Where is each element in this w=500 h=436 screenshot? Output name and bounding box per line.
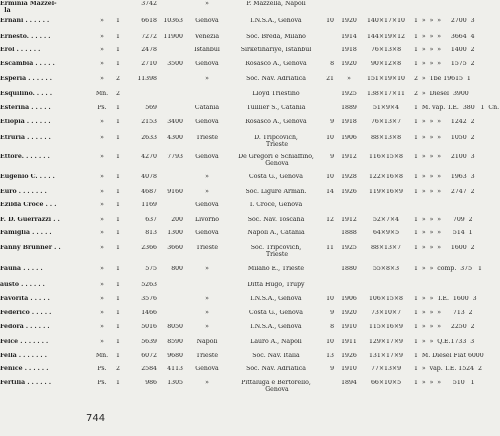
cell-dims: 116×15×8 [369,154,403,160]
cell-n1: 1 [116,47,120,53]
cell-dims: 140×17×10 [367,18,405,24]
cell-name: Favorita . . . . . [0,296,50,302]
cell-name: Ernesto. . . . . . [0,34,51,40]
cell-owner: Soc. Nav. Adriatica [246,76,306,82]
table-row [0,245,500,260]
cell-dims: 76×13×8 [370,47,402,53]
cell-year: 1920 [341,61,357,67]
cell-engine: 1 » » » 1242 2 [414,119,475,125]
cell-flag: » [100,135,104,141]
cell-owner: Tuillier S., Catania [246,105,306,111]
cell-t1: 2478 [141,47,157,53]
cell-name: Euro . . . . . . . [0,189,47,195]
cell-t2: 8590 [167,339,183,345]
table-row [0,339,500,354]
cell-owner: Costa G., Genova [249,310,303,316]
table-row [0,119,500,134]
cell-year: 1888 [341,230,357,236]
cell-engine: 1 » » » 2700 3 [414,18,475,24]
cell-t1: 6072 [141,353,157,359]
cell-engine: 1 » » » 1600 2 [414,245,475,251]
cell-port: Trieste [195,245,219,251]
cell-dims: 119×16×9 [369,189,403,195]
cell-n1: 2 [116,366,120,372]
cell-t2: 200 [171,217,183,223]
cell-port: Trieste [195,353,219,359]
cell-year: » [347,76,351,82]
cell-engine: 1 » » » 514 1 [414,230,473,236]
table-row [0,310,500,325]
cell-flag: Ps. [97,105,107,111]
table-row [0,135,500,150]
table-row [0,266,500,281]
cell-t2: 4113 [167,366,183,372]
cell-name: Fella . . . . . . . [0,353,47,359]
cell-t1: 575 [145,266,157,272]
cell-t1: 5639 [141,339,157,345]
cell-engine: 1 » » » 1400 2 [414,47,475,53]
table-row [0,324,500,339]
cell-engine: 1 » » T.E. 1600 3 [414,296,477,302]
cell-t1: 986 [145,380,157,386]
cell-num: 9 [330,310,334,316]
cell-n1: 1 [116,61,120,67]
cell-t1: 813 [145,230,157,236]
cell-owner: Lauro A., Napoli [250,339,302,345]
cell-n1: 1 [116,202,120,208]
cell-n1: 1 [116,245,120,251]
cell-t1: 3742 [141,1,157,7]
cell-engine: 1 » » » 2250 2 [414,324,475,330]
cell-engine: 1 » » » 709 2 [414,217,473,223]
table-row [0,366,500,381]
cell-name: Esterina . . . . . [0,105,51,111]
cell-flag: Mn. [95,353,109,359]
cell-n1: 1 [116,380,120,386]
cell-dims: 52×7×4 [372,217,400,223]
cell-n1: 1 [116,18,120,24]
cell-dims: 115×16×9 [369,324,403,330]
cell-flag: » [100,310,104,316]
cell-name: Ezilda Croce . . . [0,202,57,208]
table-row [0,105,500,120]
cell-year: 1910 [341,324,357,330]
cell-t1: 2366 [141,245,157,251]
cell-port: Genova [195,61,219,67]
cell-name: Federico . . . . . [0,310,52,316]
cell-port: Livorno [195,217,219,223]
cell-owner: Napoli A., Catania [247,230,305,236]
cell-t2: 3660 [167,245,183,251]
cell-t2: 9680 [167,353,183,359]
cell-n1: 1 [116,310,120,316]
cell-t1: 1466 [141,310,157,316]
cell-name: Erminia Mazzel- la [0,1,57,14]
cell-dims: 138×17×11 [367,91,405,97]
page-number: 744 [86,413,106,424]
cell-n1: 1 [116,174,120,180]
cell-flag: » [100,119,104,125]
cell-engine: 1 » » comp. 375 1 [414,266,482,272]
cell-year: 1914 [341,34,357,40]
cell-t1: 2584 [141,366,157,372]
cell-t1: 4687 [141,189,157,195]
cell-t2: 7793 [167,154,183,160]
cell-name: Erol . . . . . . [0,47,41,53]
cell-owner: I. Croce, Genova [249,202,303,208]
cell-engine: 1 » » » 2747 2 [414,189,475,195]
cell-dims: 51×9×4 [372,105,400,111]
cell-year: 1920 [341,18,357,24]
cell-name: Etiopia . . . . . . [0,119,51,125]
cell-dims: 144×19×12 [367,34,405,40]
cell-year: 1911 [341,339,357,345]
cell-num: 12 [326,217,334,223]
cell-engine: 2 » Diesel 3900 [414,91,469,97]
cell-name: Eugenio C. . . . . [0,174,55,180]
cell-flag: » [100,296,104,302]
cell-owner: Soc. Ligure Arman. [245,189,307,195]
cell-engine: 1 » » » 713 2 [414,310,473,316]
cell-dims: 64×9×5 [372,230,400,236]
cell-t1: 5263 [141,282,157,288]
cell-engine: 1 » vap. T.E. 1524 2 [414,366,482,372]
cell-port: Trieste [195,135,219,141]
cell-port: Napoli [196,339,218,345]
cell-year: 1889 [341,105,357,111]
cell-flag: » [100,266,104,272]
cell-owner: Ditta Hugo, Trupy [247,282,305,288]
cell-flag: » [100,174,104,180]
cell-owner: Soc. Nav. Toscana [247,217,305,223]
cell-t1: 569 [145,105,157,111]
cell-dims: 106×15×8 [369,296,403,302]
cell-engine: 1 » » » 3664 4 [414,34,475,40]
cell-owner: Soc. Breda, Milano [246,34,306,40]
cell-engine: 1 M. Diesel Fiat 6000 [414,353,484,359]
cell-port: Catania [194,105,220,111]
cell-year: 1925 [341,245,357,251]
cell-year: 1920 [341,310,357,316]
cell-year: 1894 [341,380,357,386]
cell-port: Genova [195,154,219,160]
cell-n1: 2 [116,91,120,97]
cell-name: Fenice . . . . . . [0,366,49,372]
cell-n1: 1 [116,189,120,195]
cell-t1: 637 [145,217,157,223]
table-row [0,154,500,169]
cell-port: Istanbul [194,47,220,53]
cell-name: Ettore. . . . . . . [0,154,50,160]
cell-flag: » [100,230,104,236]
cell-year: 1928 [341,174,357,180]
cell-name: Fauna . . . . . [0,266,43,272]
cell-num: 10 [326,296,334,302]
cell-t2: 800 [171,266,183,272]
table-row [0,230,500,245]
cell-dims: 73×10×7 [370,310,402,316]
cell-num: 10 [326,135,334,141]
cell-flag: » [100,47,104,53]
cell-name: Escambia . . . . . [0,61,55,67]
cell-flag: » [100,154,104,160]
cell-num: 9 [330,366,334,372]
cell-engine: 1 » » » 2100 3 [414,154,475,160]
cell-dims: 88×13×8 [370,135,402,141]
cell-t2: 8050 [167,324,183,330]
cell-year: 1906 [341,135,357,141]
table-row [0,174,500,189]
cell-name: Esperia . . . . . . [0,76,52,82]
cell-num: 10 [326,18,334,24]
cell-flag: » [100,202,104,208]
cell-port: » [205,266,209,272]
cell-port: » [205,296,209,302]
cell-owner: Lloyd Triestino [252,91,300,97]
table-row [0,296,500,311]
cell-flag: Ps. [97,366,107,372]
cell-num: 8 [330,61,334,67]
cell-n1: 1 [116,34,120,40]
cell-t2: 9160 [167,189,183,195]
cell-flag: » [100,34,104,40]
cell-year: 1926 [341,189,357,195]
cell-port: » [205,76,209,82]
cell-t1: 2710 [141,61,157,67]
cell-owner: D. Tripcovich, Trieste [254,135,298,148]
cell-t1: 2633 [141,135,157,141]
cell-num: 11 [326,245,334,251]
cell-year: 1910 [341,366,357,372]
cell-dims: 151×19×10 [367,76,405,82]
cell-owner: Soc. Nav. Italia [252,353,300,359]
cell-flag: » [100,18,104,24]
cell-year: 1925 [341,91,357,97]
cell-engine: 1 » » » 1963 3 [414,174,475,180]
cell-n1: 1 [116,296,120,302]
cell-year: 1918 [341,119,357,125]
cell-engine: 1 » » » 1575 2 [414,61,475,67]
cell-t1: 2153 [141,119,157,125]
cell-n1: 1 [116,230,120,236]
cell-t2: 3400 [167,119,183,125]
cell-port: » [205,189,209,195]
cell-num: 8 [330,324,334,330]
cell-t1: 4270 [141,154,157,160]
cell-name: Ernani . . . . . . [0,18,50,24]
cell-flag: » [100,217,104,223]
cell-t2: 1300 [167,230,183,236]
cell-n1: 1 [116,105,120,111]
cell-n1: 1 [116,282,120,288]
cell-port: Genova [195,230,219,236]
table-row [0,47,500,62]
cell-flag: » [100,339,104,345]
cell-owner: Costa G., Genova [249,174,303,180]
cell-name: austo . . . . . . [0,282,45,288]
cell-n1: 1 [116,324,120,330]
cell-dims: 77×13×9 [370,366,402,372]
cell-n1: 1 [116,339,120,345]
cell-num: 9 [330,154,334,160]
cell-name: F. D. Guerrazzi . . [0,217,60,223]
cell-num: 10 [326,339,334,345]
cell-owner: De Gregori e Schiaffino, Genova [238,154,314,167]
cell-t1: 7272 [141,34,157,40]
cell-n1: 2 [116,76,120,82]
cell-port: » [205,174,209,180]
cell-owner: Rosasco A., Genova [245,61,307,67]
table-row [0,61,500,76]
cell-name: Felce . . . . . . . [0,339,49,345]
cell-flag: Mn. [95,91,109,97]
cell-name: Etruria . . . . . . [0,135,51,141]
cell-flag: Ps. [97,380,107,386]
cell-flag: » [100,61,104,67]
cell-name: Famiglia . . . . . [0,230,52,236]
cell-num: 21 [326,76,334,82]
cell-t1: 5016 [141,324,157,330]
cell-flag: » [100,76,104,82]
cell-engine: 1 » » » 1050 2 [414,135,475,141]
cell-t1: 11398 [137,76,157,82]
cell-dims: 76×13×7 [370,119,402,125]
cell-t2: 1305 [167,380,183,386]
table-row [0,380,500,395]
cell-num: 13 [326,353,334,359]
cell-owner: I.N.S.A., Genova [250,296,302,302]
cell-flag: » [100,324,104,330]
cell-n1: 1 [116,154,120,160]
cell-owner: Soc. Tripcovich, Trieste [250,245,302,258]
cell-port: Genova [195,18,219,24]
cell-owner: I.N.S.A., Genova [250,324,302,330]
cell-t1: 4078 [141,174,157,180]
cell-flag: » [100,189,104,195]
cell-dims: 122×16×8 [369,174,403,180]
cell-dims: 88×13×7 [370,245,402,251]
cell-t2: 10363 [163,18,183,24]
cell-flag: » [100,282,104,288]
table-row [0,202,500,217]
cell-dims: 129×17×9 [369,339,403,345]
cell-name: Fertilia . . . . . . [0,380,52,386]
cell-owner: Sirketihariye, Istanbul [240,47,312,53]
cell-dims: 90×12×8 [370,61,402,67]
cell-year: 1912 [341,217,357,223]
cell-year: 1912 [341,154,357,160]
cell-engine: 1 » » » 510 1 [414,380,475,386]
cell-t1: 3576 [141,296,157,302]
cell-dims: 66×10×5 [370,380,402,386]
cell-n1: 1 [116,217,120,223]
cell-engine: 1 » » Q.E.1733 3 [414,339,475,345]
cell-year: 1880 [341,266,357,272]
cell-port: Genova [195,119,219,125]
cell-name: Fedora . . . . . . [0,324,50,330]
cell-year: 1906 [341,296,357,302]
cell-flag: » [100,245,104,251]
cell-n1: 1 [116,119,120,125]
cell-engine: 1 M. vap. T.E. 380 1 Cn. [414,105,500,111]
table-row [0,18,500,33]
cell-owner: Milano E., Trieste [247,266,305,272]
cell-t2: 3500 [167,61,183,67]
cell-owner: Pittaluga e Bertorello, Genova [241,380,311,393]
cell-num: 9 [330,119,334,125]
cell-n1: 1 [116,135,120,141]
table-row [0,76,500,91]
cell-year: 1918 [341,47,357,53]
cell-n1: 1 [116,353,120,359]
cell-port: » [205,324,209,330]
cell-port: » [205,1,209,7]
table-row [0,91,500,106]
table-row [0,282,500,297]
cell-num: 14 [326,189,334,195]
cell-t2: 4300 [167,135,183,141]
cell-name: Fanny Brunner . . [0,245,61,251]
cell-t1: 6618 [141,18,157,24]
cell-owner: P. Mazzella, Napoli [246,1,306,7]
table-row [0,1,500,16]
cell-port: Genova [195,366,219,372]
cell-port: » [205,310,209,316]
cell-owner: I.N.S.A., Genova [250,18,302,24]
cell-owner: Soc. Nav. Adriatica [246,366,306,372]
cell-owner: Rosasco A., Genova [245,119,307,125]
cell-dims: 55×8×3 [372,266,400,272]
cell-dims: 131×17×9 [369,353,403,359]
cell-t2: 11900 [163,34,183,40]
cell-num: 10 [326,174,334,180]
cell-port: Venezia [194,34,220,40]
cell-t1: 1169 [141,202,157,208]
cell-engine: 2 » Tbe 19615 1 [414,76,471,82]
cell-name: Esquilino. . . . . [0,91,52,97]
cell-port: » [205,380,209,386]
cell-port: Genova [195,202,219,208]
cell-n1: 1 [116,266,120,272]
cell-year: 1926 [341,353,357,359]
